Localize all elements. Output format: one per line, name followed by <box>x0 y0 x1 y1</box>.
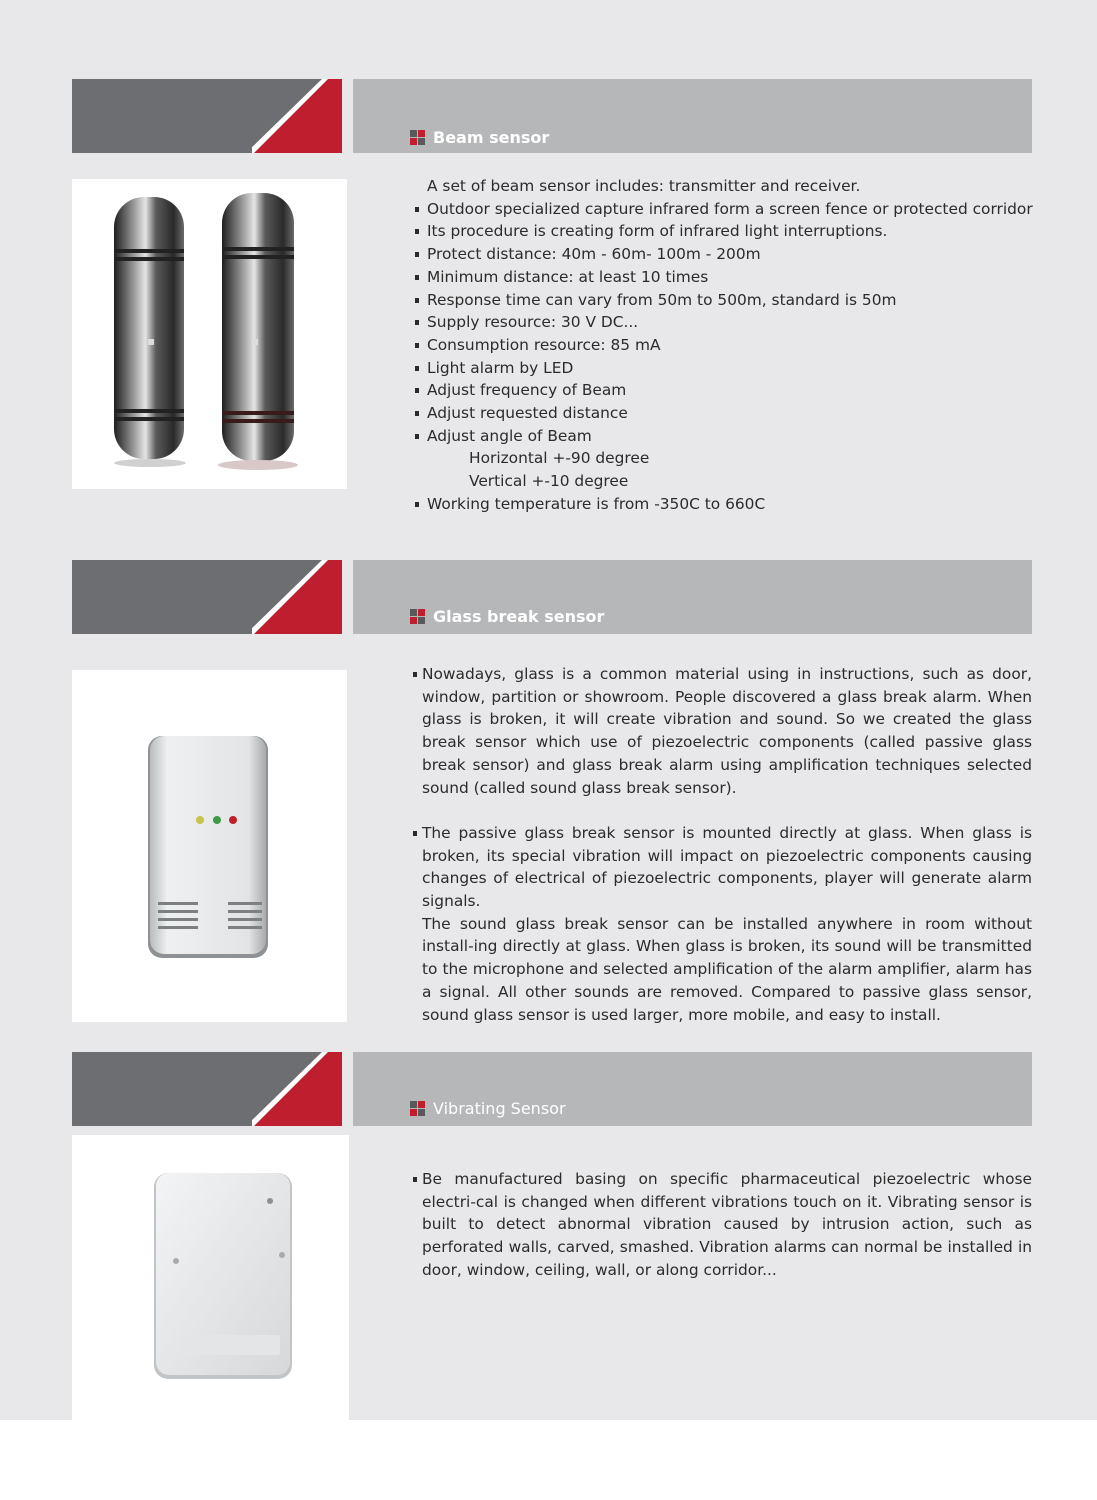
spec-item: Consumption resource: 85 mA <box>410 334 1032 357</box>
beam-sensor-specs <box>410 175 1032 516</box>
header-light-block <box>353 79 1032 153</box>
paragraph: Be manufactured basing on specific pharmaceutical piezoelectric whose electri-cal is changed when different vibrations touch on it. Vibrating sensor is built to detect abnormal vibration caused by intrusion action, such as perforated walls, carved, smashed. Vibration alarms can normal be installed in door, window, ceiling, wall, or along corridor... <box>410 1168 1032 1282</box>
red-corner-decoration <box>252 79 342 153</box>
red-corner-decoration <box>252 1052 342 1126</box>
squares-icon <box>410 1101 426 1117</box>
section-title-text: Beam sensor <box>433 128 550 147</box>
vibrating-sensor-illustration <box>72 1135 349 1420</box>
beam-sensor-illustration <box>72 179 347 489</box>
glass-break-sensor-image <box>72 670 347 1022</box>
section-title <box>410 607 604 626</box>
spec-item: Working temperature is from -350C to 660C <box>410 493 1032 516</box>
vibrating-description <box>410 1168 1032 1282</box>
spec-item: Protect distance: 40m - 60m- 100m - 200m <box>410 243 1032 266</box>
red-corner-decoration <box>252 560 342 634</box>
header-dark-block <box>72 560 342 634</box>
header-light-block <box>353 560 1032 634</box>
header-light-block <box>353 1052 1032 1126</box>
spec-item: A set of beam sensor includes: transmitter and receiver. <box>427 177 861 195</box>
beam-sensor-image <box>72 179 347 489</box>
section-title-text: Glass break sensor <box>433 607 605 626</box>
spec-item: Supply resource: 30 V DC... <box>410 311 1032 334</box>
spec-item: Adjust requested distance <box>410 402 1032 425</box>
spec-item: Adjust angle of Beam <box>410 425 1032 448</box>
header-dark-block <box>72 79 342 153</box>
paragraph: The passive glass break sensor is mounted directly at glass. When glass is broken, its special vibration will impact on piezoelectric components causing changes of electrical of piezoelectric components, player will generate alarm signals. <box>410 822 1032 913</box>
spec-item: Its procedure is creating form of infrared light interruptions. <box>410 220 1032 243</box>
section-title <box>410 1099 566 1118</box>
spec-item: Response time can vary from 50m to 500m, standard is 50m <box>410 289 1032 312</box>
squares-icon <box>410 130 426 146</box>
spec-item: Adjust frequency of Beam <box>410 379 1032 402</box>
header-dark-block <box>72 1052 342 1126</box>
paragraph: Nowadays, glass is a common material using in instructions, such as door, window, partition or showroom. People discovered a glass break alarm. When glass is broken, it will create vibration and sound. So we created the glass break sensor which use of piezoelectric components (called passive glass break sensor) and glass break alarm using amplification techniques selected sound (called sound glass break sensor). <box>410 663 1032 799</box>
section-title <box>410 128 549 147</box>
spec-item: Vertical +-10 degree <box>469 472 629 491</box>
glass-break-sensor-illustration <box>72 670 347 1022</box>
section-title-text: Vibrating Sensor <box>433 1099 566 1118</box>
spec-item: Minimum distance: at least 10 times <box>410 266 1032 289</box>
spec-item: Outdoor specialized capture infrared form a screen fence or protected corridor <box>410 198 1032 221</box>
paragraph: The sound glass break sensor can be installed anywhere in room without install-ing directly at glass. When glass is broken, its sound will be transmitted to the microphone and selected amplification of the alarm amplifier, alarm has a signal. All other sounds are removed. Compared to passive glass sensor, sound glass sensor is used larger, more mobile, and easy to install. <box>422 914 1032 1024</box>
spec-item: Horizontal +-90 degree <box>469 449 650 468</box>
beam-spec-list <box>410 175 1032 516</box>
spec-item: Light alarm by LED <box>410 357 1032 380</box>
vibrating-sensor-image <box>72 1135 349 1420</box>
squares-icon <box>410 609 426 625</box>
glass-break-description <box>410 663 1032 1026</box>
